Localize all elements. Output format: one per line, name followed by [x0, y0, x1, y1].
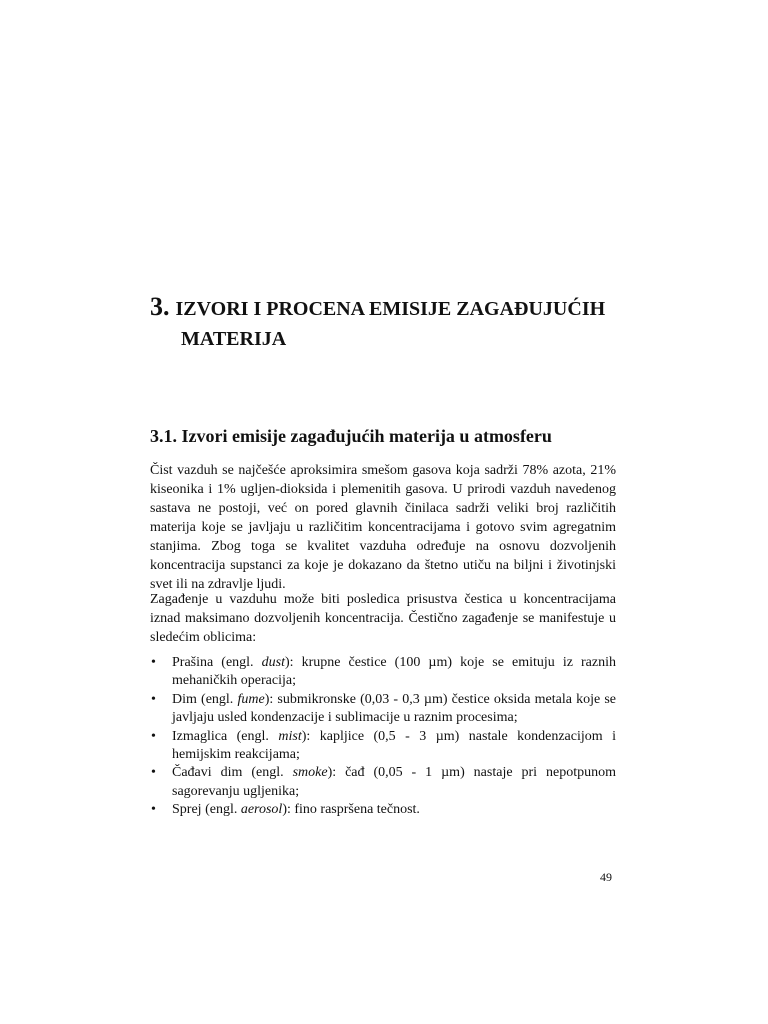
page-number: 49 [600, 870, 612, 884]
chapter-title-continuation: MATERIJA [181, 328, 287, 350]
list-item [150, 728, 616, 765]
item-term: aerosol [240, 802, 283, 818]
item-name: Dim [172, 691, 197, 707]
item-name: Izmaglica [172, 728, 228, 744]
list-item [150, 691, 616, 728]
body-paragraph: Čist vazduh se najčešće aproksimira smešom gasova koja sadrži 78% azota, 21% kiseonika i 1% ugljen-dioksida i plemenitih gasova. U prirodi vazduh navedenog sastava ne postoji, već on pored glavnih činilaca sadrži veliki broj različitih materija koje se javljaju u različitim koncentracijama i gotovo svim agregatnim stanjima. Zbog toga se kvalitet vazduha određuje na osnovu dozvoljenih koncentracija supstanci za koje je dokazano da štetno utiču na biljni i životinjski svet ili na zdravlje ljudi. [150, 463, 616, 592]
item-prefix: (engl. [227, 728, 279, 744]
chapter-title: IZVORI I PROCENA EMISIJE ZAGAĐUJUĆIH [175, 298, 606, 320]
particle-types-list [150, 654, 616, 820]
item-term: fume [237, 691, 265, 707]
chapter-title-line [150, 292, 630, 324]
bullet-icon: • [151, 691, 156, 707]
item-description: ): čađ (0,05 - 1 µm) nastaje pri nepotpunom sagorevanju ugljenika; [172, 765, 617, 799]
chapter-number: 3. [150, 292, 170, 321]
item-description: ): krupne čestice (100 µm) koje se emituju iz raznih mehaničkih operacija; [172, 655, 616, 689]
item-prefix: (engl. [201, 802, 241, 818]
chapter-heading [150, 292, 630, 354]
item-prefix: (engl. [242, 765, 293, 781]
item-name: Prašina [172, 655, 214, 670]
bullet-icon: • [151, 802, 156, 818]
item-term: smoke [292, 765, 328, 781]
list-item [150, 654, 616, 691]
list-item [150, 801, 616, 819]
item-term: dust [261, 655, 285, 670]
item-description: ): submikronske (0,03 - 0,3 µm) čestice oksida metala koje se javljaju usled kondenzacije i sublimacije u raznim procesima; [172, 691, 616, 726]
section-heading: 3.1. Izvori emisije zagađujućih materija u atmosferu [150, 426, 552, 446]
item-description: ): kapljice (0,5 - 3 µm) nastale kondenzacijom i hemijskim reakcijama; [172, 728, 616, 763]
list-item [150, 764, 616, 801]
body-paragraph: Zagađenje u vazduhu može biti posledica prisustva čestica u koncentracijama iznad maksimano dozvoljenih koncentracija. Čestično zagađenje se manifestuje u sledećim oblicima: [150, 592, 616, 645]
item-term: mist [278, 728, 302, 744]
bullet-icon: • [151, 765, 156, 781]
item-prefix: (engl. [196, 691, 238, 707]
item-description: ): fino raspršena tečnost. [282, 802, 420, 818]
item-name: Sprej [172, 802, 202, 818]
item-name: Čađavi dim [172, 765, 243, 781]
bullet-icon: • [151, 655, 156, 670]
bullet-icon: • [151, 728, 156, 744]
item-prefix: (engl. [213, 655, 262, 670]
